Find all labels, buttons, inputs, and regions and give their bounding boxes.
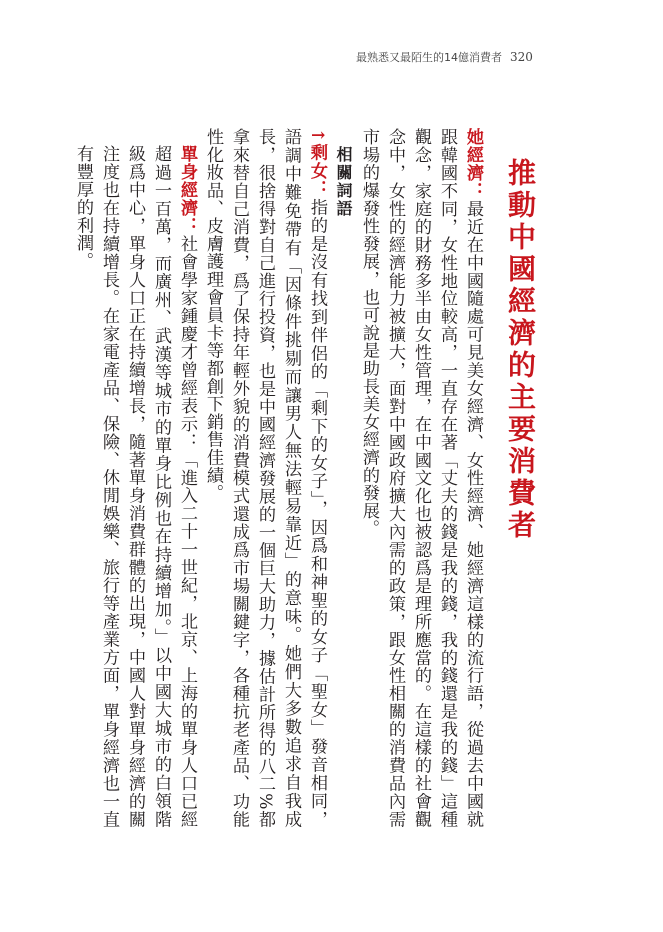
section-title: 推動中國經濟的主要消費者 [504, 158, 537, 542]
page-number: 320 [510, 50, 533, 64]
term-leftover-women: 剩女： [307, 143, 327, 199]
paragraph-single-economy [70, 145, 200, 828]
her-economy-text: 最近在中國隨處可見美女經濟、女性經濟、她經濟這樣的流行語，從過去中國就跟韓國不同，女性地位較高，一直存在著「丈夫的錢是我的錢，我的錢還是我的錢」這種觀念，家庭的財務多半由女性管理，在中國文化也被認爲是理所應當的。在這樣的社會觀念中，女性的經濟能力被擴大，面對中國政府擴大內需的政策，跟女性相關的消費品內需市場的爆發性發展，也可說是助長美女經濟的發展。 [359, 128, 483, 828]
arrow-up-icon: ↑ [307, 128, 327, 144]
paragraph-her-economy [356, 128, 486, 828]
related-terms-heading: 相關詞語 [334, 146, 353, 218]
book-title: 最熟悉又最陌生的14億消費者 [356, 51, 502, 64]
term-her-economy: 她經濟： [463, 128, 483, 200]
page-body [73, 128, 540, 829]
single-economy-text: 社會學家鍾慶才曾經表示：「進入二十一世紀，北京、上海的單身人口已經超過一百萬，而廣州、武漢等城市的單身比例也在持續增加。」以中國大城市的白領階級爲中心，單身人口正在持續增長，隨著單身消費群體的出現，中國人對單身經濟的關注度也在持續增長。在家電產品、保險、休閒娛樂、旅行等產業方面，單身經濟也一直有豐厚的利潤。 [73, 145, 197, 829]
term-single-economy: 單身經濟： [177, 145, 197, 235]
running-header [356, 49, 586, 65]
leftover-women-text: 指的是沒有找到伴侶的「剩下的女子」，因爲和神聖的女子「聖女」發音相同，語調中難免帶有「因條件挑剔而讓男人無法輕易靠近」的意味。她們大多數追求自我成長，很捨得對自己進行投資，也是中國經濟發展的一個巨大助力，據估計所得的八二%都拿來替自己消費，爲了保持年輕外貌的消費模式還成爲市場關鍵字，各種抗老產品、功能性化妝品、皮膚護理會員卡等都創下銷售佳績。 [203, 128, 327, 828]
paragraph-leftover-women [200, 128, 330, 828]
